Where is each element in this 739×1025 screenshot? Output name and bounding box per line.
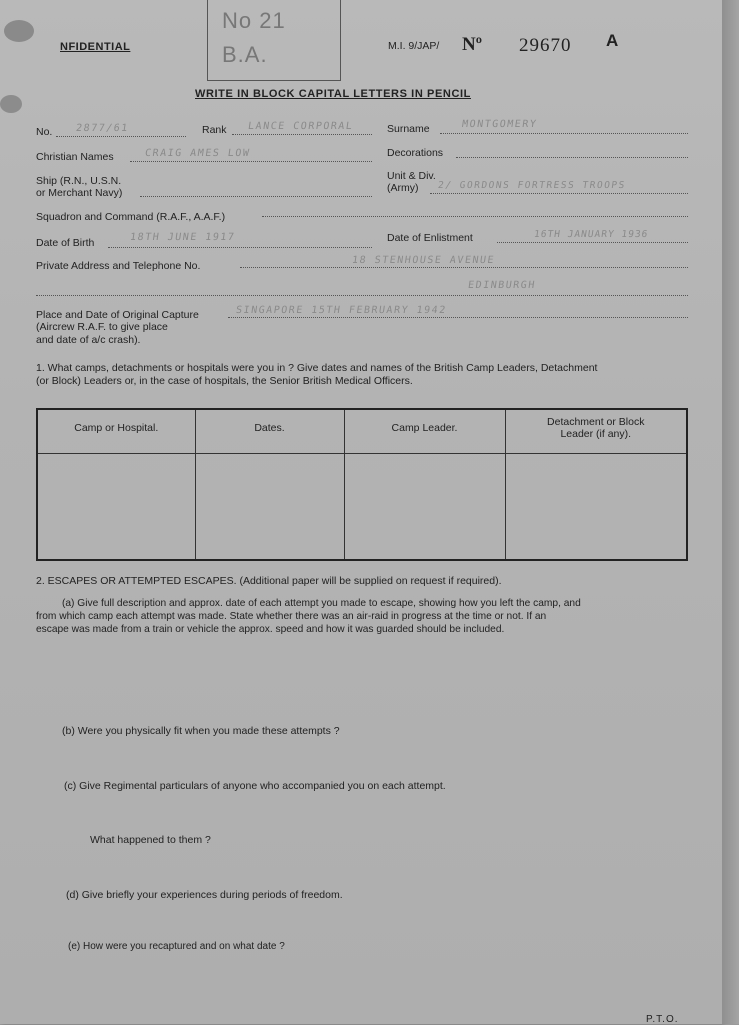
address-line-1: 18 STENHOUSE AVENUE [351, 255, 496, 266]
question-2a-line-2: from which camp each attempt was made. State whether there was an air-raid in progress at the time or not. If an [36, 611, 547, 622]
punch-hole [4, 20, 34, 42]
question-2a-line-3: escape was made from a train or vehicle the approx. speed and how it was guarded should be included. [36, 624, 505, 635]
unit-label-line-2: (Army) [387, 182, 419, 194]
column-header-detachment-leader: Detachment or Block Leader (if any). [505, 409, 687, 453]
rank-label: Rank [202, 124, 227, 136]
column-header-camp: Camp or Hospital. [37, 409, 195, 453]
camps-table [36, 408, 688, 561]
address-line-2: EDINBURGH [467, 280, 537, 291]
instruction-heading: WRITE IN BLOCK CAPITAL LETTERS IN PENCIL [195, 88, 471, 100]
ship-label-line-2: or Merchant Navy) [36, 187, 123, 199]
table-cell[interactable] [37, 453, 195, 560]
rank-value: LANCE CORPORAL [247, 121, 355, 132]
question-2c: (c) Give Regimental particulars of anyone who accompanied you on each attempt. [64, 780, 446, 792]
column-header-camp-leader: Camp Leader. [344, 409, 505, 453]
form-reference: M.I. 9/JAP/ [388, 40, 440, 52]
ship-label-line-1: Ship (R.N., U.S.N. [36, 175, 122, 187]
surname-label: Surname [387, 123, 430, 135]
service-number-label: No. [36, 126, 53, 138]
date-of-birth-value: 18TH JUNE 1917 [129, 232, 237, 243]
form-number: 29670 [519, 35, 572, 56]
capture-label-line-2: (Aircrew R.A.F. to give place [36, 321, 168, 333]
surname-value: MONTGOMERY [461, 119, 538, 130]
decorations-label: Decorations [387, 147, 444, 159]
question-2b: (b) Were you physically fit when you made these attempts ? [62, 725, 340, 737]
enlistment-date-value: 16TH JANUARY 1936 [533, 229, 650, 240]
question-2-title: 2. ESCAPES OR ATTEMPTED ESCAPES. (Additional paper will be supplied on request if required). [36, 575, 502, 587]
confidential-label: NFIDENTIAL [60, 41, 131, 53]
page-edge [722, 0, 739, 1024]
question-1-line-2: (or Block) Leaders or, in the case of hospitals, the Senior British Medical Officers. [36, 375, 413, 387]
table-cell[interactable] [195, 453, 344, 560]
question-2e: (e) How were you recaptured and on what date ? [68, 941, 285, 952]
question-2c-followup: What happened to them ? [90, 834, 211, 846]
form-suffix: A [606, 31, 619, 50]
address-label: Private Address and Telephone No. [36, 260, 201, 272]
table-cell[interactable] [505, 453, 687, 560]
please-turn-over: P.T.O. [646, 1014, 679, 1025]
capture-label-line-1: Place and Date of Original Capture [36, 309, 199, 321]
christian-names-value: CRAIG AMES LOW [144, 148, 252, 159]
unit-label-line-1: Unit & Div. [387, 170, 436, 182]
table-cell[interactable] [344, 453, 505, 560]
enlistment-date-label: Date of Enlistment [387, 232, 473, 244]
question-2a-line-1: (a) Give full description and approx. date of each attempt you made to escape, showing how you left the camp, and [62, 598, 581, 609]
table-row [37, 453, 687, 560]
capture-label-line-3: and date of a/c crash). [36, 334, 141, 346]
squadron-label: Squadron and Command (R.A.F., A.A.F.) [36, 211, 226, 223]
office-stamp [207, 0, 341, 81]
column-header-dates: Dates. [195, 409, 344, 453]
question-2d: (d) Give briefly your experiences during periods of freedom. [66, 889, 343, 901]
number-symbol: Nº [462, 34, 482, 55]
stamp-line-2: B.A. [222, 42, 268, 67]
service-number-value: 2877/61 [75, 123, 130, 134]
stamp-line-1: No 21 [222, 8, 286, 33]
date-of-birth-label: Date of Birth [36, 237, 95, 249]
capture-value: SINGAPORE 15TH FEBRUARY 1942 [235, 305, 448, 316]
question-1-line-1: 1. What camps, detachments or hospitals were you in ? Give dates and names of the British Camp Leaders, Detachment [36, 362, 598, 374]
christian-names-label: Christian Names [36, 151, 114, 163]
table-header-row [37, 409, 687, 453]
punch-hole [0, 95, 22, 113]
unit-value: 2/ GORDONS FORTRESS TROOPS [437, 180, 627, 191]
